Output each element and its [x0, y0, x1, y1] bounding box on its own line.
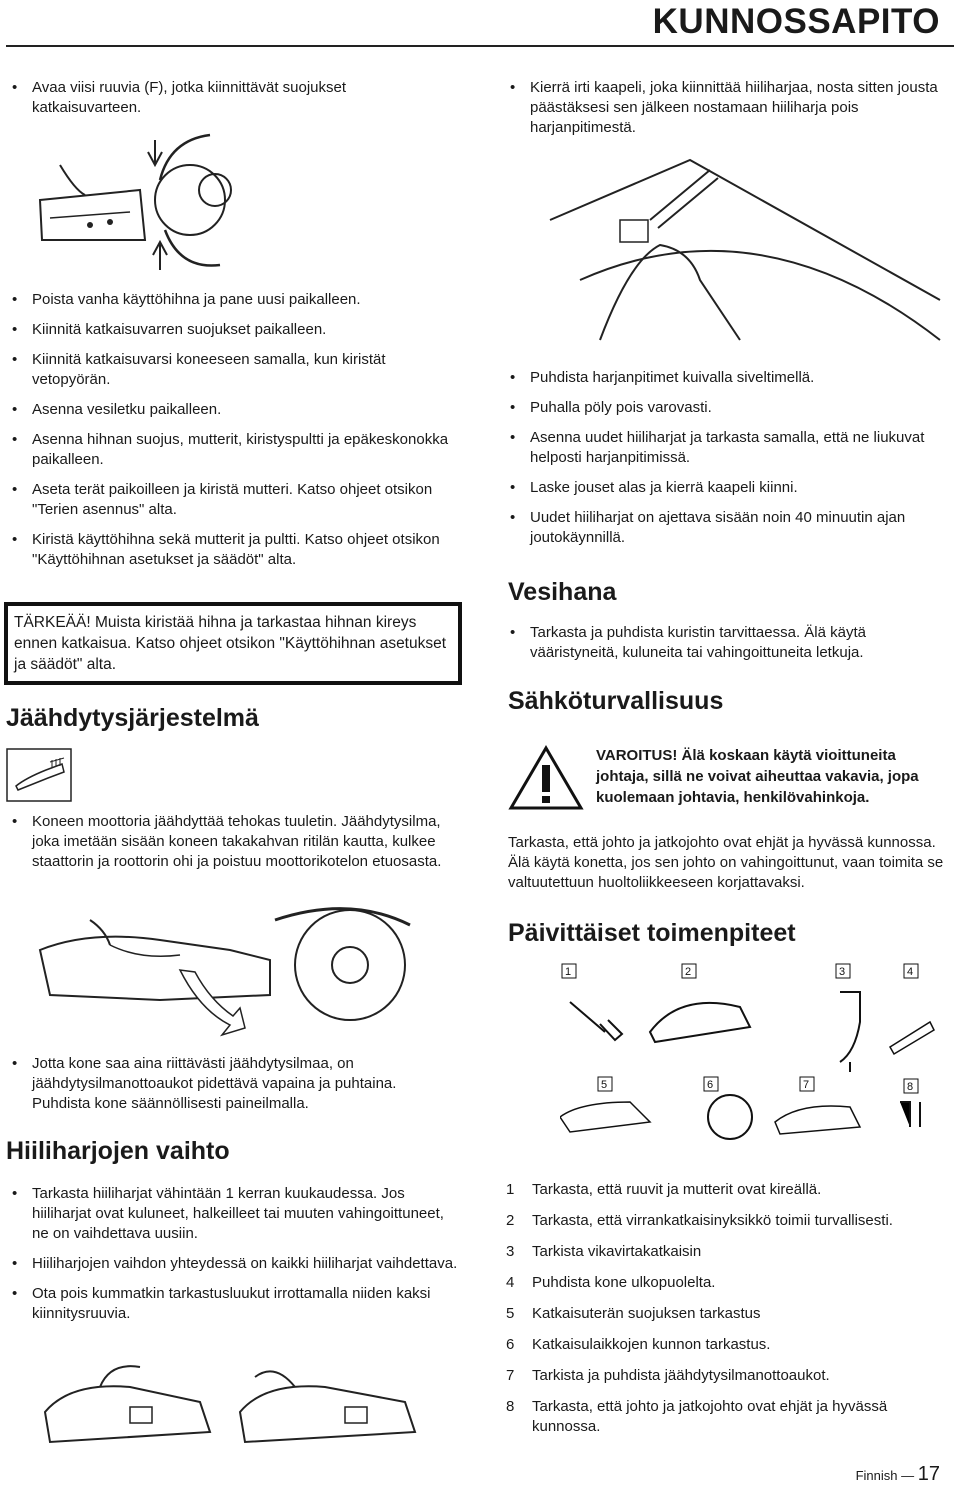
right-top-list [506, 78, 951, 138]
left-column [8, 78, 458, 128]
brush-cover-illustration-2 [235, 1352, 435, 1452]
list-item: • Uudet hiiliharjat on ajettava sisään noin 40 minuutin ajan joutokäynnillä. [506, 508, 951, 548]
right-top [506, 78, 951, 148]
cooling-list-2 [8, 1054, 458, 1114]
item-text: Tarkasta, että ruuvit ja mutterit ovat kireällä. [532, 1181, 822, 1198]
daily-icons-grid [560, 962, 940, 1142]
page-footer [856, 1463, 940, 1486]
list-item: • Ota pois kummatkin tarkastusluukut irrottamalla niiden kaksi kiinnitysruuvia. [8, 1284, 458, 1324]
cooling-heading: Jäähdytysjärjestelmä [6, 704, 259, 732]
item-text: Tarkasta, että virrankatkaisinyksikkö toimii turvallisesti. [532, 1212, 893, 1229]
list-item [506, 1242, 956, 1262]
item-number: 5 [506, 1305, 515, 1322]
brush-list [8, 1184, 458, 1324]
tap-list [506, 623, 951, 663]
list-item [506, 1211, 956, 1231]
electrical-safety-heading: Sähköturvallisuus [508, 687, 724, 715]
list-item [506, 1397, 956, 1437]
list-item: • Asenna vesiletku paikalleen. [8, 400, 458, 420]
warning-icon [508, 745, 584, 811]
right-brush-steps [506, 368, 951, 558]
item-number: 8 [506, 1398, 515, 1415]
list-item: • Puhalla pöly pois varovasti. [506, 398, 951, 418]
daily-label-5: 5 [601, 1079, 608, 1091]
brush-heading: Hiiliharjojen vaihto [6, 1137, 230, 1165]
carbon-brush-removal-illustration [540, 150, 950, 350]
item-number: 7 [506, 1367, 515, 1384]
list-item [506, 1366, 956, 1386]
list-item: • Tarkasta ja puhdista kuristin tarvittaessa. Älä käytä vääristyneitä, kuluneita tai vahingoittuneita letkuja. [506, 623, 951, 663]
item-text: Katkaisulaikkojen kunnon tarkastus. [532, 1336, 771, 1353]
tap-heading: Vesihana [508, 578, 617, 606]
list-item: • Avaa viisi ruuvia (F), jotka kiinnittävät suojukset katkaisuvarteen. [8, 78, 458, 118]
left-steps [8, 290, 458, 580]
list-item: • Koneen moottoria jäähdyttää tehokas tuuletin. Jäähdytysilma, joka imetään sisään koneen takakahvan ritilän kautta, kulkee staattorin ja roottorin ohi ja poistuu moottorikotelon etuosasta. [8, 812, 458, 872]
item-text: Katkaisuterän suojuksen tarkastus [532, 1305, 761, 1322]
list-item: • Kiinnitä katkaisuvarsi koneeseen samalla, kun kiristät vetopyörän. [8, 350, 458, 390]
important-notice: TÄRKEÄÄ! Muista kiristää hihna ja tarkastaa hihnan kireys ennen katkaisua. Katso ohjeet otsikon "Käyttöhihnan asetukset ja säädöt" alta. [4, 602, 462, 685]
item-number: 6 [506, 1336, 515, 1353]
list-item: • Puhdista harjanpitimet kuivalla siveltimellä. [506, 368, 951, 388]
left-top-list [8, 78, 458, 118]
brush-cover-illustration-1 [40, 1352, 220, 1452]
list-item [506, 1304, 956, 1324]
daily-list [506, 1180, 956, 1448]
list-item: • Tarkasta hiiliharjat vähintään 1 kerran kuukaudessa. Jos hiiliharjat ovat kuluneet, halkeilleet tai muuten vahingoittuneet, ne on vaihdettava uusiin. [8, 1184, 458, 1244]
tap-text [506, 623, 951, 673]
list-item: • Jotta kone saa aina riittävästi jäähdytysilmaa, on jäähdytysilmanottoaukot pidettävä vapaina ja puhtaina. Puhdista kone säännöllisesti paineilmalla. [8, 1054, 458, 1114]
cooling-list [8, 812, 458, 872]
right-brush-list [506, 368, 951, 548]
item-number: 2 [506, 1212, 515, 1229]
page-title: KUNNOSSAPITO [652, 2, 940, 41]
warning-block [508, 745, 948, 811]
page-number: 17 [917, 1463, 940, 1485]
list-item: • Kiinnitä katkaisuvarren suojukset paikalleen. [8, 320, 458, 340]
list-item: • Laske jouset alas ja kierrä kaapeli kiinni. [506, 478, 951, 498]
list-item: • Poista vanha käyttöhihna ja pane uusi paikalleen. [8, 290, 458, 310]
list-item: • Aseta terät paikoilleen ja kiristä mutteri. Katso ohjeet otsikon "Terien asennus" alta. [8, 480, 458, 520]
cooling-text [8, 812, 458, 882]
cooling-text-2 [8, 1054, 458, 1124]
footer-separator: — [901, 1468, 915, 1483]
list-item: • Kierrä irti kaapeli, joka kiinnittää hiiliharjaa, nosta sitten jousta päästäksesi sen jälkeen nostamaan hiiliharja pois harjanpitimestä. [506, 78, 951, 138]
list-item: • Kiristä käyttöhihna sekä mutterit ja pultti. Katso ohjeet otsikon "Käyttöhihnan asetukset ja säädöt" alta. [8, 530, 458, 570]
item-number: 1 [506, 1181, 515, 1198]
item-text: Puhdista kone ulkopuolelta. [532, 1274, 716, 1291]
daily-label-4: 4 [907, 966, 914, 978]
item-number: 3 [506, 1243, 515, 1260]
daily-label-6: 6 [707, 1079, 714, 1091]
item-number: 4 [506, 1274, 515, 1291]
brush-icon [6, 748, 72, 802]
item-text: Tarkista vikavirtakatkaisin [532, 1243, 702, 1260]
daily-label-8: 8 [907, 1081, 914, 1093]
electrical-paragraph: Tarkasta, että johto ja jatkojohto ovat ehjät ja hyvässä kunnossa. Älä käytä konetta, jos sen johto on vahingoittunut, vaan toimita se valtuutettuun huoltoliikkeeseen korjattavaksi. [508, 834, 944, 891]
daily-label-1: 1 [565, 966, 572, 978]
daily-label-3: 3 [839, 966, 846, 978]
steps-list [8, 290, 458, 570]
cutting-arm-illustration [30, 130, 250, 275]
daily-label-2: 2 [685, 966, 692, 978]
item-text: Tarkista ja puhdista jäähdytysilmanottoaukot. [532, 1367, 830, 1384]
daily-label-7: 7 [803, 1079, 810, 1091]
brush-text [8, 1184, 458, 1334]
list-item [506, 1180, 956, 1200]
warning-text: VAROITUS! Älä koskaan käytä vioittuneita johtaja, sillä ne voivat aiheuttaa vakavia, jopa kuolemaan johtavia, henkilövahinkoja. [596, 747, 919, 806]
list-item [506, 1273, 956, 1293]
list-item: • Asenna uudet hiiliharjat ja tarkasta samalla, että ne liukuvat helposti harjanpitimissä. [506, 428, 951, 468]
item-text: Tarkasta, että johto ja jatkojohto ovat ehjät ja hyvässä kunnossa. [532, 1398, 888, 1435]
airflow-illustration [30, 900, 430, 1040]
header-rule [6, 45, 954, 47]
daily-heading: Päivittäiset toimenpiteet [508, 919, 796, 947]
list-item: • Asenna hihnan suojus, mutterit, kiristyspultti ja epäkeskonokka paikalleen. [8, 430, 458, 470]
footer-language: Finnish [855, 1468, 898, 1483]
list-item: • Hiiliharjojen vaihdon yhteydessä on kaikki hiiliharjat vaihdettava. [8, 1254, 458, 1274]
daily-numbered-list [506, 1180, 956, 1437]
list-item [506, 1335, 956, 1355]
